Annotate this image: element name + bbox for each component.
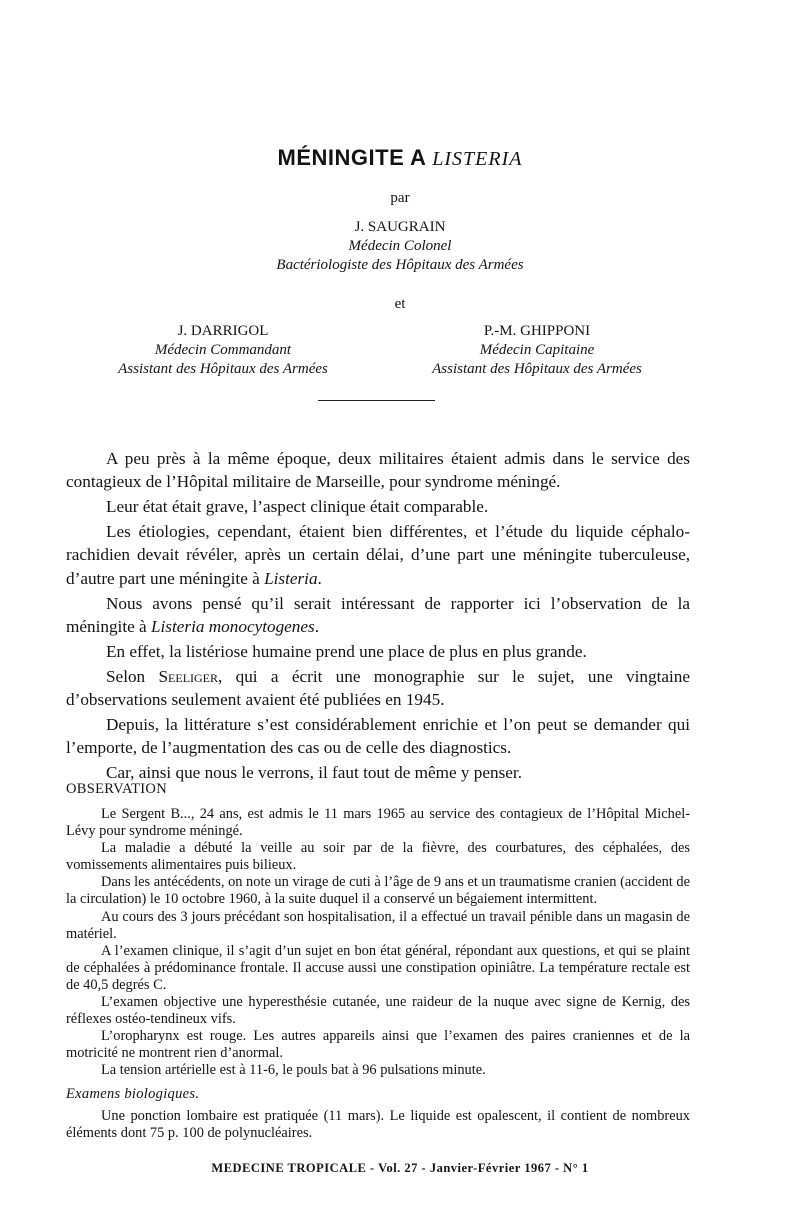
genus-name: Listeria [264, 568, 318, 588]
intro-paragraph [66, 665, 690, 711]
author2-role: Médecin Commandant [154, 342, 292, 358]
intro-paragraph: Depuis, la littérature s’est considérablement enrichie et l’on peut se demander qui l’emporte, de l’augmentation des cas ou de celle des diagnostics. [66, 715, 690, 758]
observation-paragraph: Au cours des 3 jours précédant son hospitalisation, il a effectué un travail pénible dans un magasin de matériel. [66, 908, 690, 942]
observation-paragraph: La maladie a débuté la veille au soir par de la fièvre, des courbatures, des céphalées, des vomissements alimentaires puis bilieux. [66, 840, 690, 874]
author2-block [73, 322, 373, 379]
author1-role: Médecin Colonel [348, 238, 452, 254]
author3-block [387, 322, 687, 379]
journal-footer: MEDECINE TROPICALE - Vol. 27 - Janvier-Février 1967 - N° 1 [211, 1161, 589, 1175]
byline: par [390, 190, 410, 206]
author2-name: J. DARRIGOL [177, 323, 269, 339]
author3-name: P.-M. GHIPPONI [483, 323, 591, 339]
intro-paragraph: Car, ainsi que nous le verrons, il faut tout de même y penser. [106, 763, 523, 783]
observation-paragraph: L’examen objective une hyperesthésie cutanée, une raideur de la nuque avec signe de Kernig, des réflexes ostéo-tendineux vifs. [66, 994, 690, 1028]
observation-paragraph: La tension artérielle est à 11-6, le pouls bat à 96 pulsations minute. [101, 1062, 486, 1079]
examens-text [66, 1108, 690, 1142]
text-run: Les étiologies, cependant, étaient bien différentes, et l’étude du liquide céphalo-rachidien devait révéler, après un certain délai, d’une part une méningite tuberculeuse, d’autre part une méningite à [66, 522, 690, 588]
species-name: Listeria monocytogenes [150, 616, 315, 636]
examens-paragraph: Une ponction lombaire est pratiquée (11 mars). Le liquide est opalescent, il contient de nombreux éléments dont 75 p. 100 de polynucléaires. [66, 1108, 690, 1142]
author2-affiliation: Assistant des Hôpitaux des Armées [118, 361, 328, 377]
text-run: . [314, 616, 320, 636]
text-run: Nous avons pensé qu’il serait intéressant de rapporter ici l’observation de la méningite à [66, 593, 690, 636]
author3-role: Médecin Capitaine [479, 342, 595, 358]
examens-heading: Examens biologiques. [66, 1086, 200, 1102]
title-main: MÉNINGITE A [277, 145, 433, 170]
intro-paragraph: En effet, la listériose humaine prend une place de plus en plus grande. [106, 641, 587, 661]
intro-paragraph: A peu près à la même époque, deux militaires étaient admis dans le service des contagieux de l’Hôpital militaire de Marseille, pour syndrome méningé. [66, 449, 690, 492]
cited-author: Seeliger [158, 666, 219, 686]
title-divider [318, 400, 435, 401]
article-title [0, 145, 800, 171]
text-run: Selon [106, 666, 159, 686]
observation-paragraph: Dans les antécédents, on note un virage de cuti à l’âge de 9 ans et un traumatisme cranien (accident de la circulation) le 10 octobre 1960, à la suite duquel il a conservé un bégaiement intermittent. [66, 874, 690, 908]
observation-paragraph: Le Sergent B..., 24 ans, est admis le 11 mars 1965 au service des contagieux de l’Hôpital Michel-Lévy pour syndrome méningé. [66, 806, 690, 840]
observation-heading: OBSERVATION [66, 781, 167, 797]
observation-paragraph: A l’examen clinique, il s’agit d’un sujet en bon état général, répondant aux questions, et qui se plaint de céphalées à prédominance frontale. Il accuse aussi une constipation opiniâtre. La température rectale est de 40,5 degrés C. [66, 942, 690, 993]
author1-affiliation: Bactériologiste des Hôpitaux des Armées [276, 257, 524, 273]
conjunction: et [394, 296, 406, 312]
intro-paragraph: Leur état était grave, l’aspect clinique était comparable. [106, 497, 489, 517]
author3-affiliation: Assistant des Hôpitaux des Armées [432, 361, 642, 377]
intro-paragraph [66, 592, 690, 638]
observation-paragraph: L’oropharynx est rouge. Les autres appareils ainsi que l’examen des paires craniennes et de la motricité ne montrent rien d’anormal. [66, 1028, 690, 1062]
introduction [66, 447, 690, 786]
intro-paragraph [66, 520, 690, 590]
observation-text [66, 806, 690, 1080]
text-run: , qui a écrit une monographie sur le sujet, une vingtaine d’observations seulement avaient été publiées en 1945. [66, 666, 690, 710]
title-italic: LISTERIA [432, 148, 523, 170]
text-run: . [317, 568, 322, 588]
author1-name: J. SAUGRAIN [354, 219, 446, 235]
